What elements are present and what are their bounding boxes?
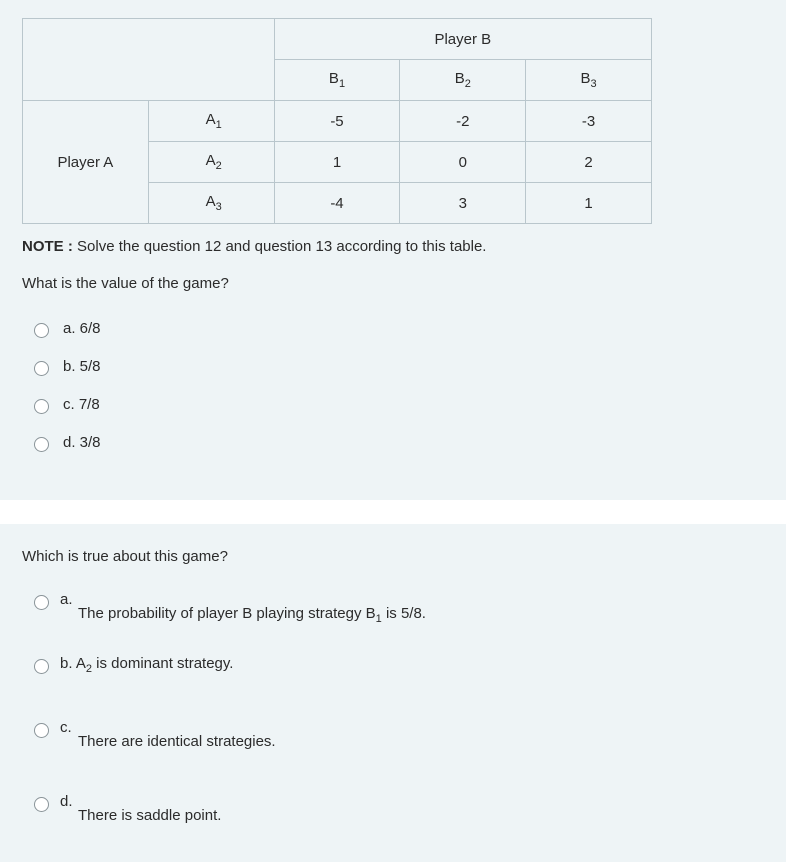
question-13-prompt: Which is true about this game?: [22, 548, 228, 565]
option-c-label: There are identical strategies.: [78, 733, 276, 750]
radio-icon[interactable]: [34, 323, 49, 338]
cell-a1-b2: -2: [400, 101, 526, 142]
option-d[interactable]: [22, 434, 764, 452]
radio-icon[interactable]: [34, 659, 49, 674]
column-header-b2: $B_2$: [400, 60, 526, 101]
note-body: Solve the question 12 and question 13 according to this table.: [72, 238, 487, 255]
radio-icon[interactable]: [34, 361, 49, 376]
note-label: NOTE :: [22, 238, 73, 255]
question-12-options: [22, 320, 764, 452]
option-c[interactable]: [22, 396, 764, 414]
section-divider: [0, 500, 786, 524]
row-header-a3: $A_3$: [148, 183, 274, 224]
table-row-header-group: [23, 19, 652, 60]
option-c-letter: c.: [60, 719, 72, 736]
column-header-b1: $B_1$: [274, 60, 400, 101]
option-a[interactable]: [22, 320, 764, 338]
option-b[interactable]: [22, 358, 764, 376]
player-a-group-header: Player A: [23, 101, 149, 224]
radio-icon[interactable]: [34, 595, 49, 610]
option-a-letter: a.: [60, 591, 73, 608]
cell-a2-b3: 2: [526, 142, 652, 183]
option-d-label: d. 3/8: [63, 434, 101, 451]
option-d-label: There is saddle point.: [78, 807, 222, 824]
option-b[interactable]: [22, 655, 764, 689]
option-c[interactable]: [22, 719, 764, 753]
option-a[interactable]: [22, 591, 764, 625]
option-a-label: a. 6/8: [63, 320, 101, 337]
option-b-label: b. 5/8: [63, 358, 101, 375]
option-c-label: c. 7/8: [63, 396, 100, 413]
radio-icon[interactable]: [34, 437, 49, 452]
option-a-label: The probability of player B playing strategy $B_1$ is 5/8.: [78, 605, 426, 625]
cell-a3-b2: 3: [400, 183, 526, 224]
question-12-prompt: What is the value of the game?: [22, 275, 229, 292]
radio-icon[interactable]: [34, 399, 49, 414]
table-row: [23, 101, 652, 142]
note-text: [22, 238, 764, 255]
player-b-group-header: Player B: [274, 19, 651, 60]
cell-a3-b1: -4: [274, 183, 400, 224]
table-corner-cell: [23, 19, 275, 101]
option-d[interactable]: [22, 793, 764, 827]
row-header-a1: $A_1$: [148, 101, 274, 142]
payoff-matrix-table: [22, 18, 652, 224]
cell-a1-b1: -5: [274, 101, 400, 142]
cell-a2-b2: 0: [400, 142, 526, 183]
radio-icon[interactable]: [34, 797, 49, 812]
cell-a1-b3: -3: [526, 101, 652, 142]
cell-a3-b3: 1: [526, 183, 652, 224]
row-header-a2: $A_2$: [148, 142, 274, 183]
cell-a2-b1: 1: [274, 142, 400, 183]
radio-icon[interactable]: [34, 723, 49, 738]
column-header-b3: $B_3$: [526, 60, 652, 101]
option-b-label: b. $A_2$ is dominant strategy.: [60, 655, 234, 675]
question-13-block: [0, 524, 786, 862]
option-d-letter: d.: [60, 793, 73, 810]
